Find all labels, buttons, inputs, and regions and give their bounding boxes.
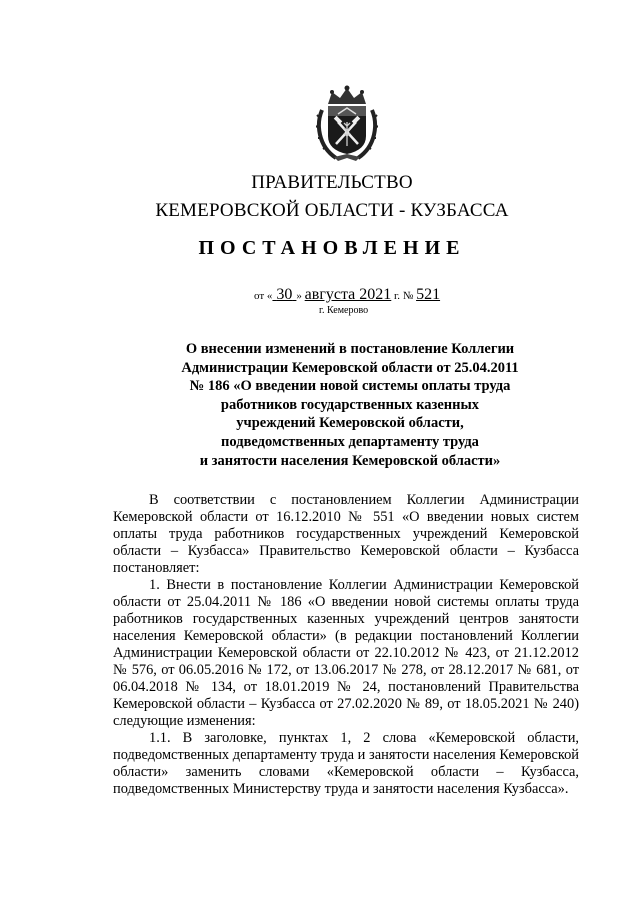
date-day: 30 [276,286,293,303]
date-year-suffix: г. [394,290,401,302]
title-line: учреждений Кемеровской области, [236,415,464,432]
body-paragraph-preamble: В соответствии с постановлением Коллегии Администрации Кемеровской области от 16.12.2010 № 551 «О введении новых систем оплаты труда работников государственных учреждений Кемеровской области – Кузбасса» Правительство Кемеровской области – Кузбасса постановляет: [113,492,579,576]
title-line: О внесении изменений в постановление Коллегии [185,341,515,357]
title-line: подведомственных департаменту труда [221,433,479,450]
title-line: № 186 «О введении новой системы оплаты труда [189,378,511,395]
document-number: 521 [416,286,441,303]
government-name-line1: ПРАВИТЕЛЬСТВО [251,172,413,193]
date-quote-close: » [296,290,302,302]
number-label: № [402,290,414,302]
date-month-year: августа 2021 [304,286,392,303]
title-line: Администрации Кемеровской области от 25.04.2011 [181,359,519,376]
date-prefix: от « [254,290,273,302]
document-city: г. Кемерово [319,305,369,316]
document-body [113,492,579,798]
title-line: работников государственных казенных [220,396,480,413]
body-paragraph-item-1: 1. Внести в постановление Коллегии Администрации Кемеровской области от 25.04.2011 № 186 «О введении новой системы оплаты труда работников государственных казенных учреждений центров занятости населения Кемеровской области» (в редакции постановлений Коллегии Администрации Кемеровской области от 22.10.2012 № 423, от 21.12.2012 № 576, от 06.05.2016 № 172, от 13.06.2017 № 278, от 28.12.2017 № 681, от 06.04.2018 № 134, от 18.01.2019 № 24, постановлений Правительства Кемеровской области – Кузбасса от 27.02.2020 № 89, от 18.05.2021 № 240) следующие изменения: [113,577,579,729]
document-title [160,340,540,470]
document-dateline [254,286,440,304]
title-line: и занятости населения Кемеровской области» [199,452,501,469]
body-paragraph-item-1-1: 1.1. В заголовке, пунктах 1, 2 слова «Кемеровской области, подведомственных департаменту труда и занятости населения Кемеровской области» заменить словами «Кемеровской области – Кузбасса, подведомственных Министерству труда и занятости населения Кузбасса». [113,730,579,797]
government-name-line2: КЕМЕРОВСКОЙ ОБЛАСТИ - КУЗБАССА [155,200,509,221]
document-type: ПОСТАНОВЛЕНИЕ [198,237,466,259]
coat-of-arms-icon [316,84,378,162]
